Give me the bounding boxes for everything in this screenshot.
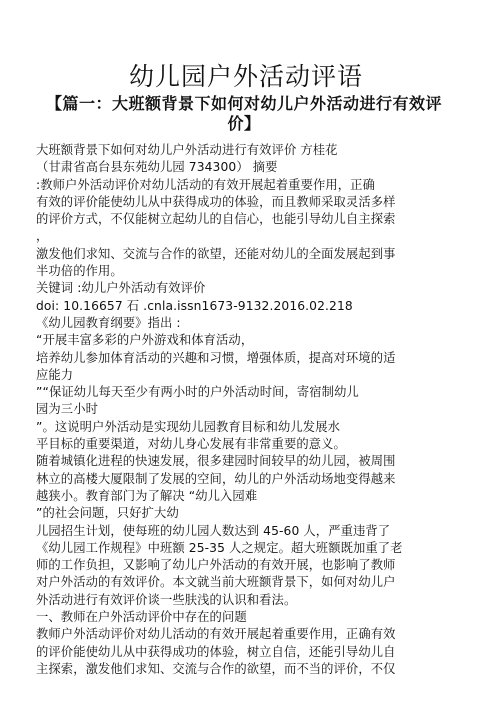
body-text-line: （甘肃省高台县东苑幼儿园 734300） 摘要 — [36, 160, 278, 175]
body-text-line: ， — [36, 229, 49, 244]
body-text-line: 平目标的重要渠道，对幼儿身心发展有非常重要的意义。 — [36, 437, 346, 452]
body-text-line: 《幼儿园工作规程》中班额 25-35 人之规定。超大班额既加重了老 — [36, 540, 403, 555]
body-text-line: 关键词 :幼儿户外活动有效评价 — [36, 281, 206, 296]
document-body — [36, 142, 456, 678]
body-text-line: 一、教师在户外活动评价中存在的问题 — [36, 610, 247, 625]
body-text-line: :教师户外活动评价对幼儿活动的有效开展起着重要作用，正确 — [36, 177, 375, 192]
body-text-line: 应能力 — [36, 367, 74, 382]
body-text-line: 园为三小时 — [36, 402, 98, 417]
body-text-line: 的评价能使幼儿从中获得成功的体验，树立自信，还能引导幼儿自 — [36, 644, 396, 659]
body-text-line: ”。这说明户外活动是实现幼儿园教育目标和幼儿发展水 — [36, 419, 340, 434]
body-text-line: ”“保证幼儿每天至少有两小时的户外活动时间，寄宿制幼儿 — [36, 385, 359, 400]
body-text-line: 主探索，激发他们求知、交流与合作的欲望，而不当的评价，不仅 — [36, 661, 396, 676]
body-text-line: 《幼儿园教育纲要》指出 : — [36, 315, 181, 330]
body-text-line: 有效的评价能使幼儿从中获得成功的体验，而且教师采取灵活多样 — [36, 194, 396, 209]
document-title: 幼儿园户外活动评语 — [128, 62, 363, 91]
body-text-line: 林立的高楼大厦限制了发展的空间，幼儿的户外活动场地变得越来 — [36, 471, 396, 486]
body-text-line: 随着城镇化进程的快速发展，很多建园时间较早的幼儿园，被周围 — [36, 454, 396, 469]
body-text-line: 师的工作负担，又影响了幼儿户外活动的有效开展，也影响了教师 — [36, 558, 396, 573]
body-text-line: 越狭小。教育部门为了解决 “幼儿入园难 — [36, 488, 258, 503]
body-text-line: ”的社会问题，只好扩大幼 — [36, 506, 179, 521]
document-subtitle: 【篇一：大班额背景下如何对幼儿户外活动进行有效评 价】 — [45, 94, 442, 133]
body-text-line: 培养幼儿参加体育活动的兴趣和习惯，增强体质，提高对环境的适 — [36, 350, 396, 365]
body-text-line: doi: 10.16657 石 .cnla.issn1673-9132.2016.02.218 — [36, 298, 353, 313]
body-text-line: 大班额背景下如何对幼儿户外活动进行有效评价 方桂花 — [36, 143, 338, 157]
body-text-line: 对户外活动的有效评价。本文就当前大班额背景下，如何对幼儿户 — [36, 575, 396, 590]
body-text-line: “开展丰富多彩的户外游戏和体育活动， — [36, 333, 254, 348]
body-text-line: 儿园招生计划，使每班的幼儿园人数达到 45-60 人，严重违背了 — [36, 523, 391, 538]
body-text-line: 外活动进行有效评价谈一些肤浅的认识和看法。 — [36, 592, 297, 607]
body-text-line: 半功倍的作用。 — [36, 264, 123, 279]
body-text-line: 激发他们求知、交流与合作的欲望，还能对幼儿的全面发展起到事 — [36, 246, 396, 261]
body-text-line: 教师户外活动评价对幼儿活动的有效开展起着重要作用，正确有效 — [36, 627, 396, 642]
body-text-line: 的评价方式，不仅能树立起幼儿的自信心，也能引导幼儿自主探索 — [36, 212, 396, 227]
